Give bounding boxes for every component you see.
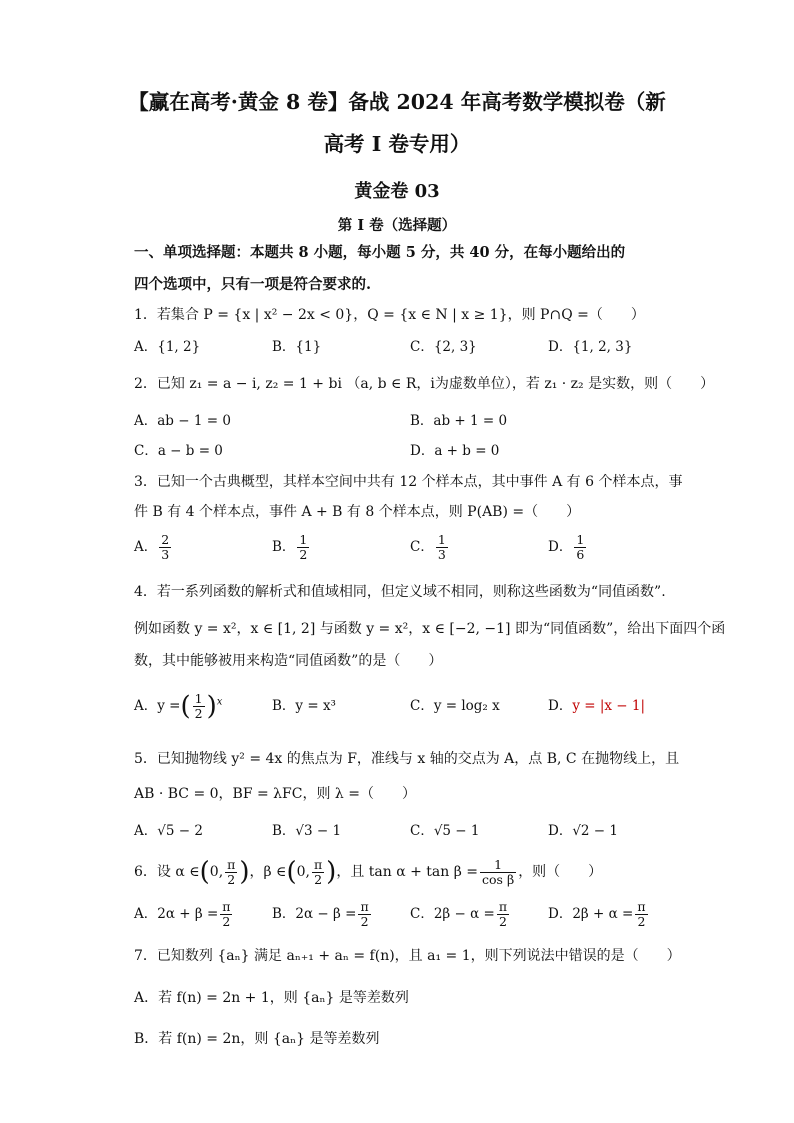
question-4-option-b: B．y = x³ (272, 698, 336, 714)
question-1-option-d: D．{1, 2, 3} (548, 339, 633, 355)
section-heading-line-1: 一、单项选择题：本题共 8 小题，每小题 5 分，共 40 分，在每小题给出的 (134, 244, 626, 261)
question-5-option-a: A．√5 − 2 (134, 823, 203, 839)
question-6-stem: 6．设 α ∈(0, $\frac{\pi}{2}$ )，β ∈(0, $\frac{\pi}{2}$ )，且 tan α + tan β = $\frac{1}{\text{cos β}}$ ，则（ ） (134, 856, 603, 887)
question-2-option-b: B．ab + 1 = 0 (410, 413, 508, 429)
question-2-option-a: A．ab − 1 = 0 (134, 413, 231, 429)
question-4-option-a: A．y =( $\frac{1}{2}$ )$^x$ (134, 691, 223, 722)
question-1-stem: 1．若集合 P = {x | x² − 2x < 0}，Q = {x ∈ N | x ≥ 1}，则 P∩Q =（ ） (134, 307, 645, 323)
question-7-option-b: B．若 f(n) = 2n，则 {aₙ} 是等差数列 (134, 1031, 380, 1047)
document-title-line-2: 高考 Ⅰ 卷专用） (323, 132, 471, 156)
question-5-stem-line-1: 5．已知抛物线 y² = 4x 的焦点为 F，准线与 x 轴的交点为 A，点 B, C 在抛物线上，且 (134, 751, 680, 767)
question-2-option-d: D．a + b = 0 (410, 443, 500, 459)
question-5-option-c: C．√5 − 1 (410, 823, 480, 839)
volume-title: 第 I 卷（选择题） (337, 217, 457, 234)
question-2-stem: 2．已知 z₁ = a − i, z₂ = 1 + bi （a, b ∈ R，i为虚数单位），若 z₁ · z₂ 是实数，则（ ） (134, 376, 715, 392)
question-7-stem: 7．已知数列 {aₙ} 满足 aₙ₊₁ + aₙ = f(n)，且 a₁ = 1，则下列说法中错误的是（ ） (134, 948, 681, 964)
question-5-option-d: D．√2 − 1 (548, 823, 618, 839)
question-4-stem-line-2: 例如函数 y = x²，x ∈ [1, 2] 与函数 y = x²，x ∈ [−2, −1] 即为“同值函数”，给出下面四个函 (134, 621, 726, 637)
question-3-option-a: A． $\frac{2}{3}$ (134, 532, 170, 562)
question-3-option-b: B． $\frac{1}{2}$ (272, 532, 308, 562)
section-heading-line-2: 四个选项中，只有一项是符合要求的. (134, 276, 372, 293)
question-3-option-d: D． $\frac{1}{6}$ (548, 532, 585, 562)
question-4-stem-line-3: 数，其中能够被用来构造“同值函数”的是（ ） (134, 653, 443, 669)
question-6-option-b: B．2α − β = $\frac{\pi}{2}$ (272, 899, 369, 929)
question-2-option-c: C．a − b = 0 (134, 443, 223, 459)
document-title-line-1: 【赢在高考·黄金 8 卷】备战 2024 年高考数学模拟卷（新 (128, 90, 666, 114)
question-5-stem-line-2: AB · BC = 0，BF = λFC，则 λ =（ ） (134, 786, 416, 802)
question-1-option-b: B．{1} (272, 339, 322, 355)
question-6-option-d: D．2β + α = $\frac{\pi}{2}$ (548, 899, 646, 929)
question-1-option-c: C．{2, 3} (410, 339, 477, 355)
question-6-option-a: A．2α + β = $\frac{\pi}{2}$ (134, 899, 231, 929)
question-1-option-a: A．{1, 2} (134, 339, 201, 355)
paper-title: 黄金卷 03 (354, 181, 440, 202)
question-7-option-a: A．若 f(n) = 2n + 1，则 {aₙ} 是等差数列 (134, 990, 409, 1006)
question-3-stem-line-1: 3．已知一个古典概型，其样本空间中共有 12 个样本点，其中事件 A 有 6 个样本点，事 (134, 474, 683, 490)
question-5-option-b: B．√3 − 1 (272, 823, 342, 839)
question-4-stem-line-1: 4．若一系列函数的解析式和值域相同，但定义域不相同，则称这些函数为“同值函数”. (134, 584, 666, 600)
question-3-stem-line-2: 件 B 有 4 个样本点，事件 A + B 有 8 个样本点，则 P(AB) =（ ） (134, 504, 581, 520)
question-6-option-c: C．2β − α = $\frac{\pi}{2}$ (410, 899, 508, 929)
question-4-option-d: D．y = |x − 1| (548, 698, 646, 714)
question-3-option-c: C． $\frac{1}{3}$ (410, 532, 446, 562)
question-4-option-c: C．y = log₂ x (410, 698, 500, 714)
